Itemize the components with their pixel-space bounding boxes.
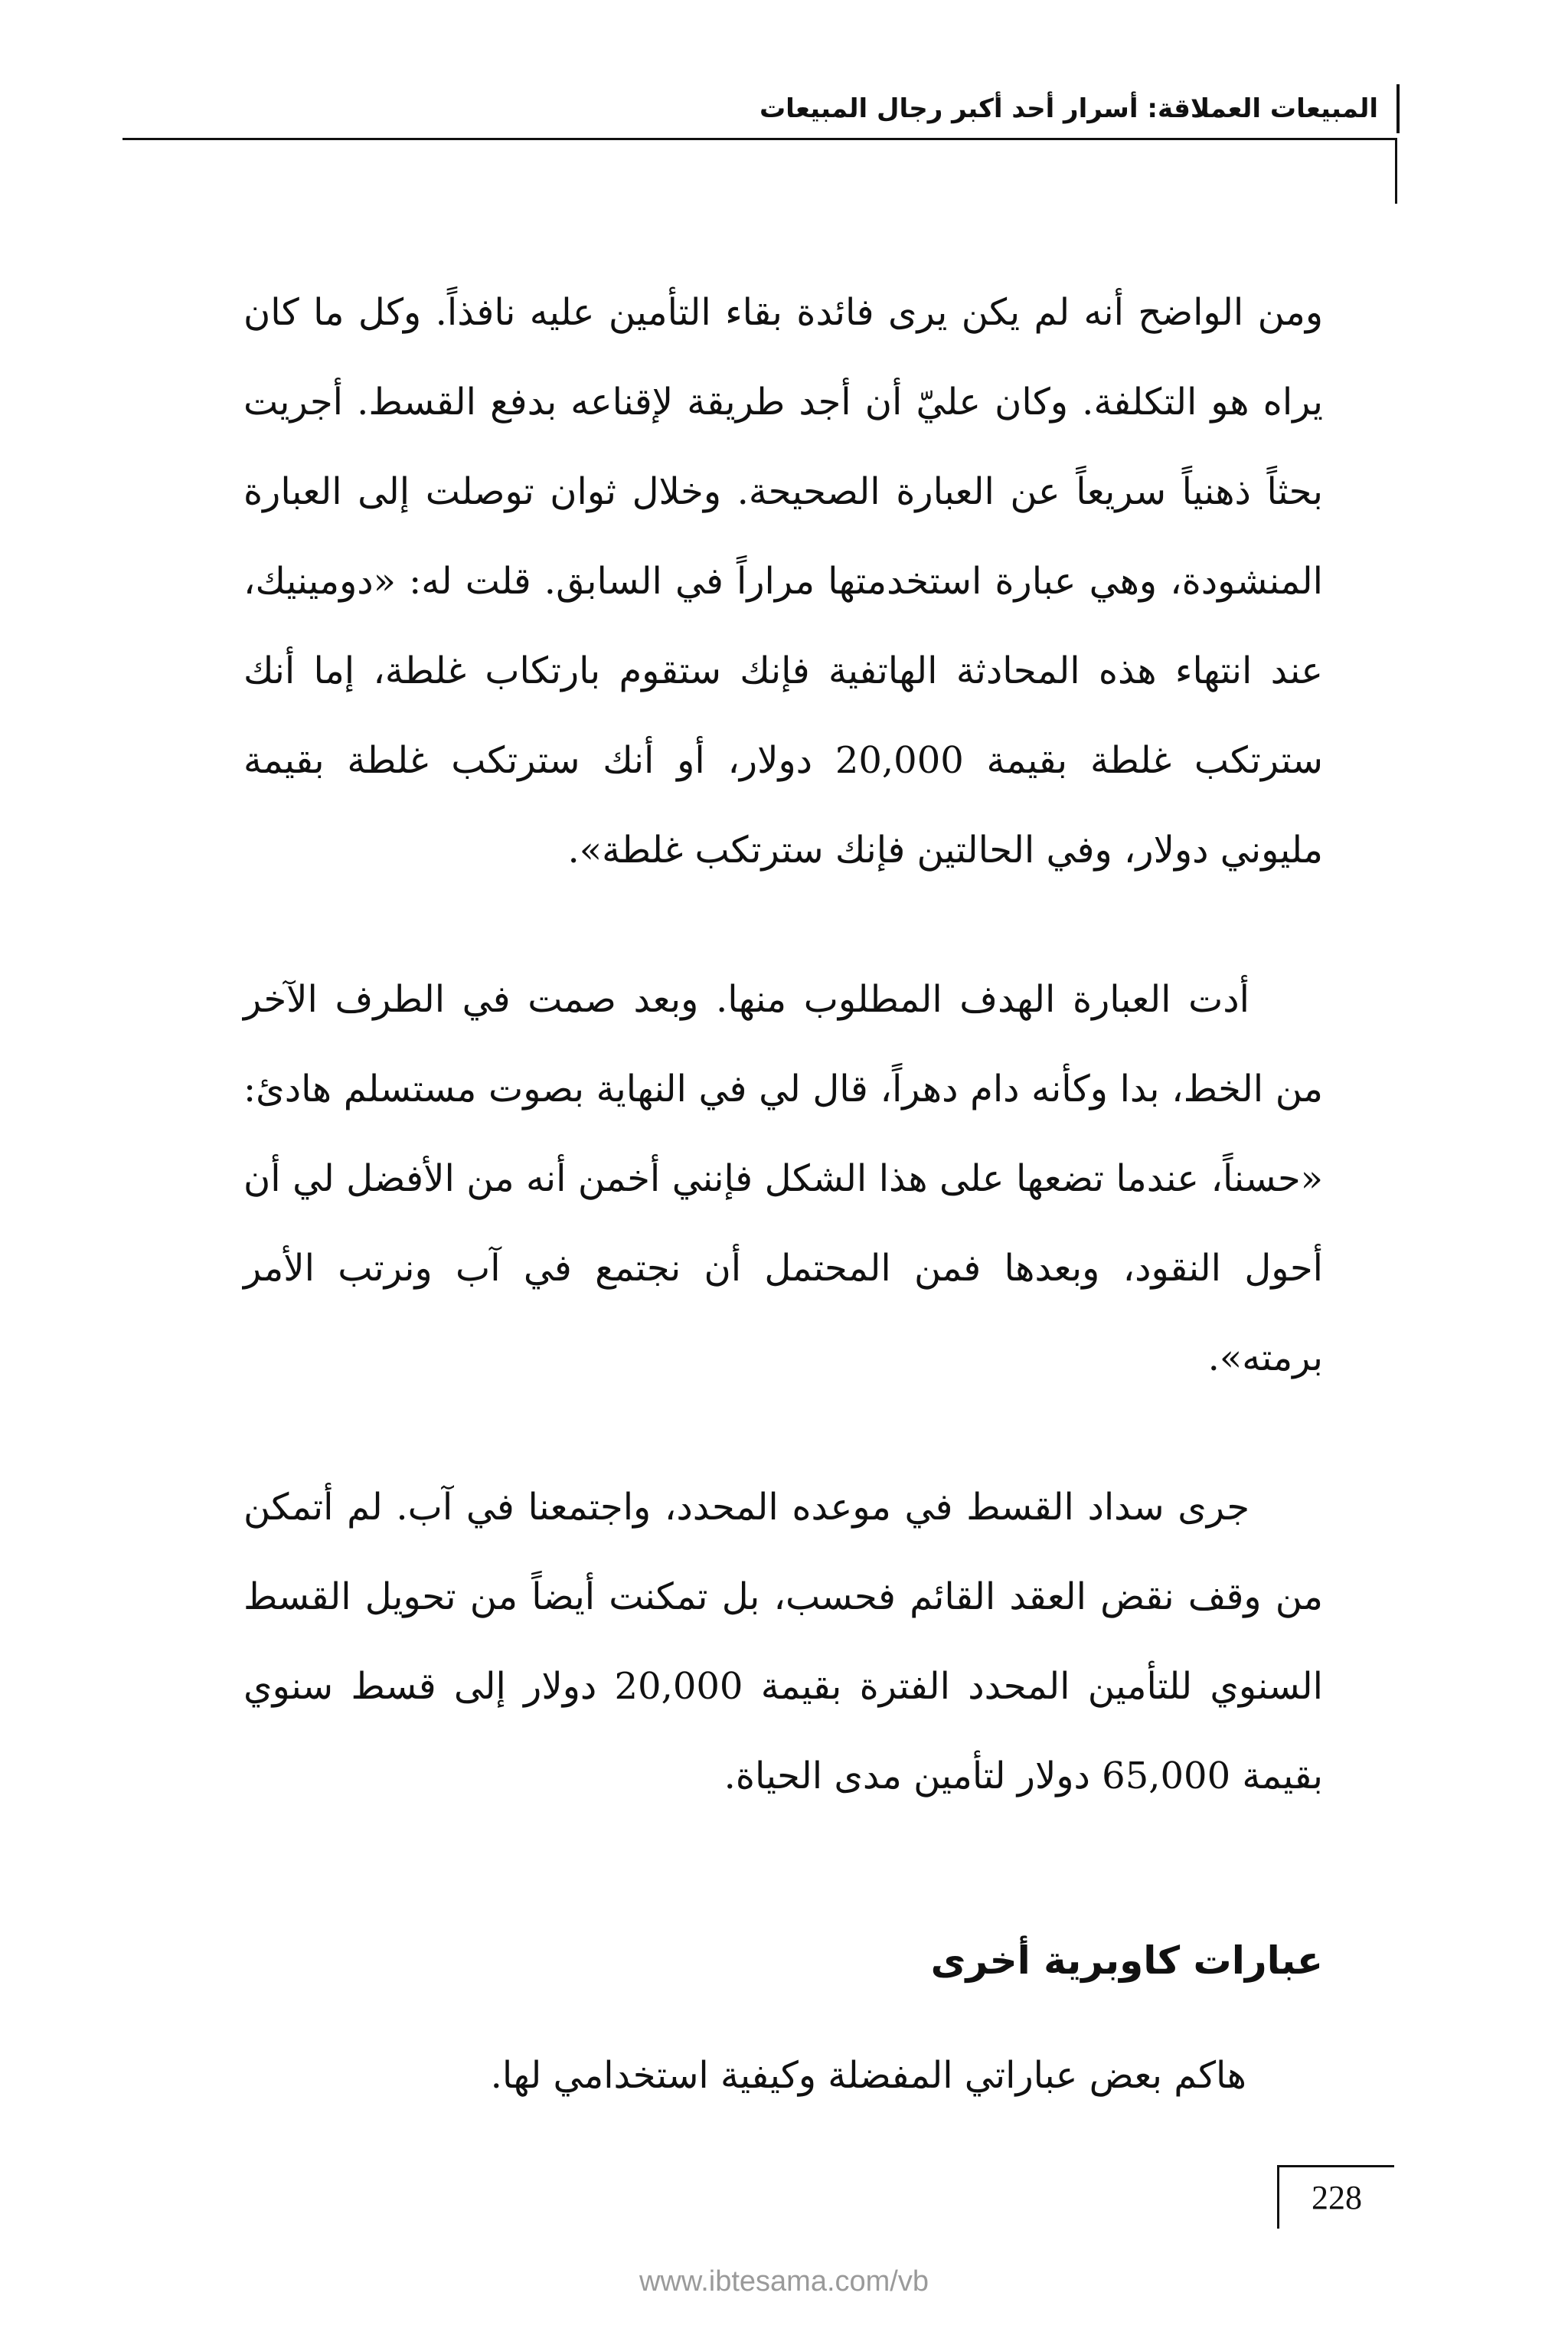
header-rule-corner — [1395, 138, 1397, 204]
running-head: المبيعات العملاقة: أسرار أحد أكبر رجال المبيعات — [590, 84, 1400, 133]
watermark-link[interactable]: www.ibtesama.com/vb — [639, 2265, 929, 2298]
paragraph: ومن الواضح أنه لم يكن يرى فائدة بقاء التأمين عليه نافذاً. وكل ما كان يراه هو التكلفة. وكان عليّ أن أجد طريقة لإقناعه بدفع القسط. أجريت بحثاً ذهنياً سريعاً عن العبارة الصحيحة. وخلال ثوان توصلت إلى العبارة المنشودة، وهي عبارة استخدمتها مراراً في السابق. قلت له: «دومينيك، عند انتهاء هذه المحادثة الهاتفية فإنك ستقوم بارتكاب غلطة، إما أنك سترتكب غلطة بقيمة 20,000 دولار، أو أنك سترتكب غلطة بقيمة مليوني دولار، وفي الحالتين فإنك سترتكب غلطة». — [243, 291, 1324, 872]
closing-paragraph: هاكم بعض عباراتي المفضلة وكيفية استخدامي لها. — [490, 2054, 1246, 2097]
section-heading: عبارات كاوبرية أخرى — [930, 1938, 1323, 1983]
header-rule — [122, 138, 1397, 140]
body-text — [243, 268, 1323, 1881]
paragraph: جرى سداد القسط في موعده المحدد، واجتمعنا في آب. لم أتمكن من وقف نقض العقد القائم فحسب، بل تمكنت أيضاً من تحويل القسط السنوي للتأمين المحدد الفترة بقيمة 20,000 دولار إلى قسط سنوي بقيمة 65,000 دولار لتأمين مدى الحياة. — [243, 1486, 1323, 1797]
paragraph: أدت العبارة الهدف المطلوب منها. وبعد صمت في الطرف الآخر من الخط، بدا وكأنه دام دهراً، قال لي في النهاية بصوت مستسلم هادئ: «حسناً، عندما تضعها على هذا الشكل فإنني أخمن أنه من الأفضل لي أن أحول النقود، وبعدها فمن المحتمل أن نجتمع في آب ونرتب الأمر برمته». — [243, 978, 1323, 1379]
page-number: 228 — [1277, 2165, 1394, 2229]
